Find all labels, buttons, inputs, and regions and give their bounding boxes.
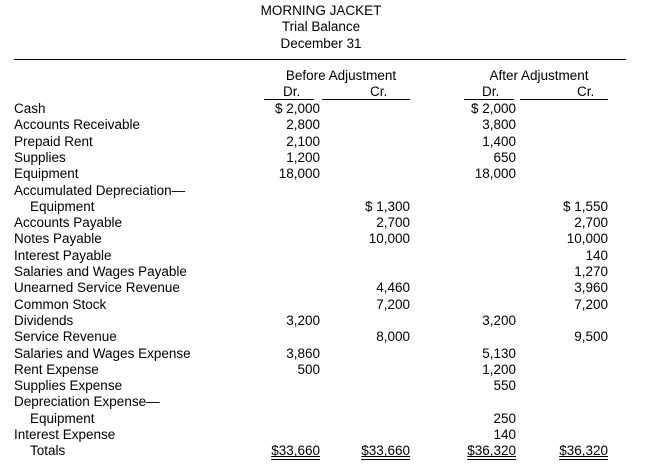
after-dr-heading: Dr.	[482, 84, 500, 99]
before-dr-amount: 3,200	[286, 312, 320, 328]
after-dr-amount: 1,400	[482, 133, 516, 149]
before-dr-amount: 2,100	[286, 133, 320, 149]
before-cr-amount: 10,000	[368, 231, 410, 247]
after-cr-amount: 3,960	[574, 280, 608, 296]
after-cr-heading: Cr.	[577, 84, 595, 99]
account-label: Rent Expense	[14, 361, 99, 377]
account-label: Dividends	[14, 312, 74, 328]
after-dr-amount: 250	[493, 410, 516, 426]
before-cr-amount: 2,700	[376, 215, 410, 231]
after-cr-amount: 140	[585, 247, 608, 263]
after-dr-amount: $ 2,000	[470, 101, 516, 116]
after-cr-amount: 9,500	[574, 329, 608, 345]
account-label: Salaries and Wages Expense	[14, 345, 191, 361]
company-name: MORNING JACKET	[260, 3, 382, 18]
after-dr-amount: 3,200	[482, 312, 516, 328]
before-cr-amount: 8,000	[376, 329, 410, 345]
after-dr-amount: 550	[493, 378, 516, 394]
account-label: Interest Payable	[14, 247, 112, 263]
before-cr-amount: $ 1,300	[364, 198, 410, 214]
report-title: Trial Balance	[281, 19, 361, 34]
account-label: Notes Payable	[14, 231, 102, 247]
report-date: December 31	[280, 36, 362, 51]
account-label: Accounts Receivable	[14, 117, 141, 133]
before-cr-heading: Cr.	[370, 84, 388, 99]
before-dr-amount: 18,000	[278, 166, 320, 182]
account-label: Cash	[14, 101, 46, 116]
after-cr-amount: $ 1,550	[562, 198, 608, 214]
total-after-dr-amount: $36,320	[467, 443, 516, 459]
after-dr-amount: 5,130	[482, 345, 516, 361]
after-cr-amount: 7,200	[574, 296, 608, 312]
account-label: Equipment	[30, 198, 95, 214]
account-label: Common Stock	[14, 296, 107, 312]
before-dr-underline	[264, 99, 314, 100]
after-dr-amount: 3,800	[482, 117, 516, 133]
before-cr-amount: 7,200	[376, 296, 410, 312]
account-label: Equipment	[30, 410, 95, 426]
header-rule	[14, 59, 626, 60]
after-cr-underline	[520, 99, 608, 100]
after-dr-amount: 140	[493, 427, 516, 442]
total-before-dr-amount: $33,660	[271, 443, 320, 459]
account-label: Salaries and Wages Payable	[14, 264, 187, 279]
after-dr-underline	[464, 99, 514, 100]
account-label: Supplies	[14, 149, 66, 165]
before-dr-amount: 500	[297, 361, 320, 377]
before-cr-underline	[322, 99, 410, 100]
totals-label: Totals	[30, 443, 66, 459]
total-before-cr-amount: $33,660	[361, 443, 410, 459]
after-dr-amount: 1,200	[482, 361, 516, 377]
before-dr-amount: 1,200	[286, 149, 320, 165]
after-dr-amount: 18,000	[474, 166, 516, 182]
after-dr-amount: 650	[493, 149, 516, 165]
after-adjustment-heading: After Adjustment	[489, 68, 589, 83]
before-dr-amount: 3,860	[286, 345, 320, 361]
account-label: Supplies Expense	[14, 378, 123, 394]
account-label: Service Revenue	[14, 329, 117, 345]
total-after-cr-amount: $36,320	[559, 443, 608, 459]
account-label: Depreciation Expense—	[14, 394, 160, 410]
account-label: Accounts Payable	[14, 215, 123, 231]
after-cr-amount: 2,700	[574, 215, 608, 231]
account-label: Equipment	[14, 166, 79, 182]
account-label: Interest Expense	[14, 427, 116, 442]
after-cr-amount: 1,270	[574, 264, 608, 279]
before-dr-amount: $ 2,000	[274, 101, 320, 116]
account-label: Unearned Service Revenue	[14, 280, 180, 296]
account-label: Accumulated Depreciation—	[14, 182, 186, 198]
before-dr-heading: Dr.	[283, 84, 301, 99]
account-label: Prepaid Rent	[14, 133, 93, 149]
after-cr-amount: 10,000	[566, 231, 608, 247]
before-dr-amount: 2,800	[286, 117, 320, 133]
before-adjustment-heading: Before Adjustment	[285, 68, 397, 83]
before-cr-amount: 4,460	[376, 280, 410, 296]
